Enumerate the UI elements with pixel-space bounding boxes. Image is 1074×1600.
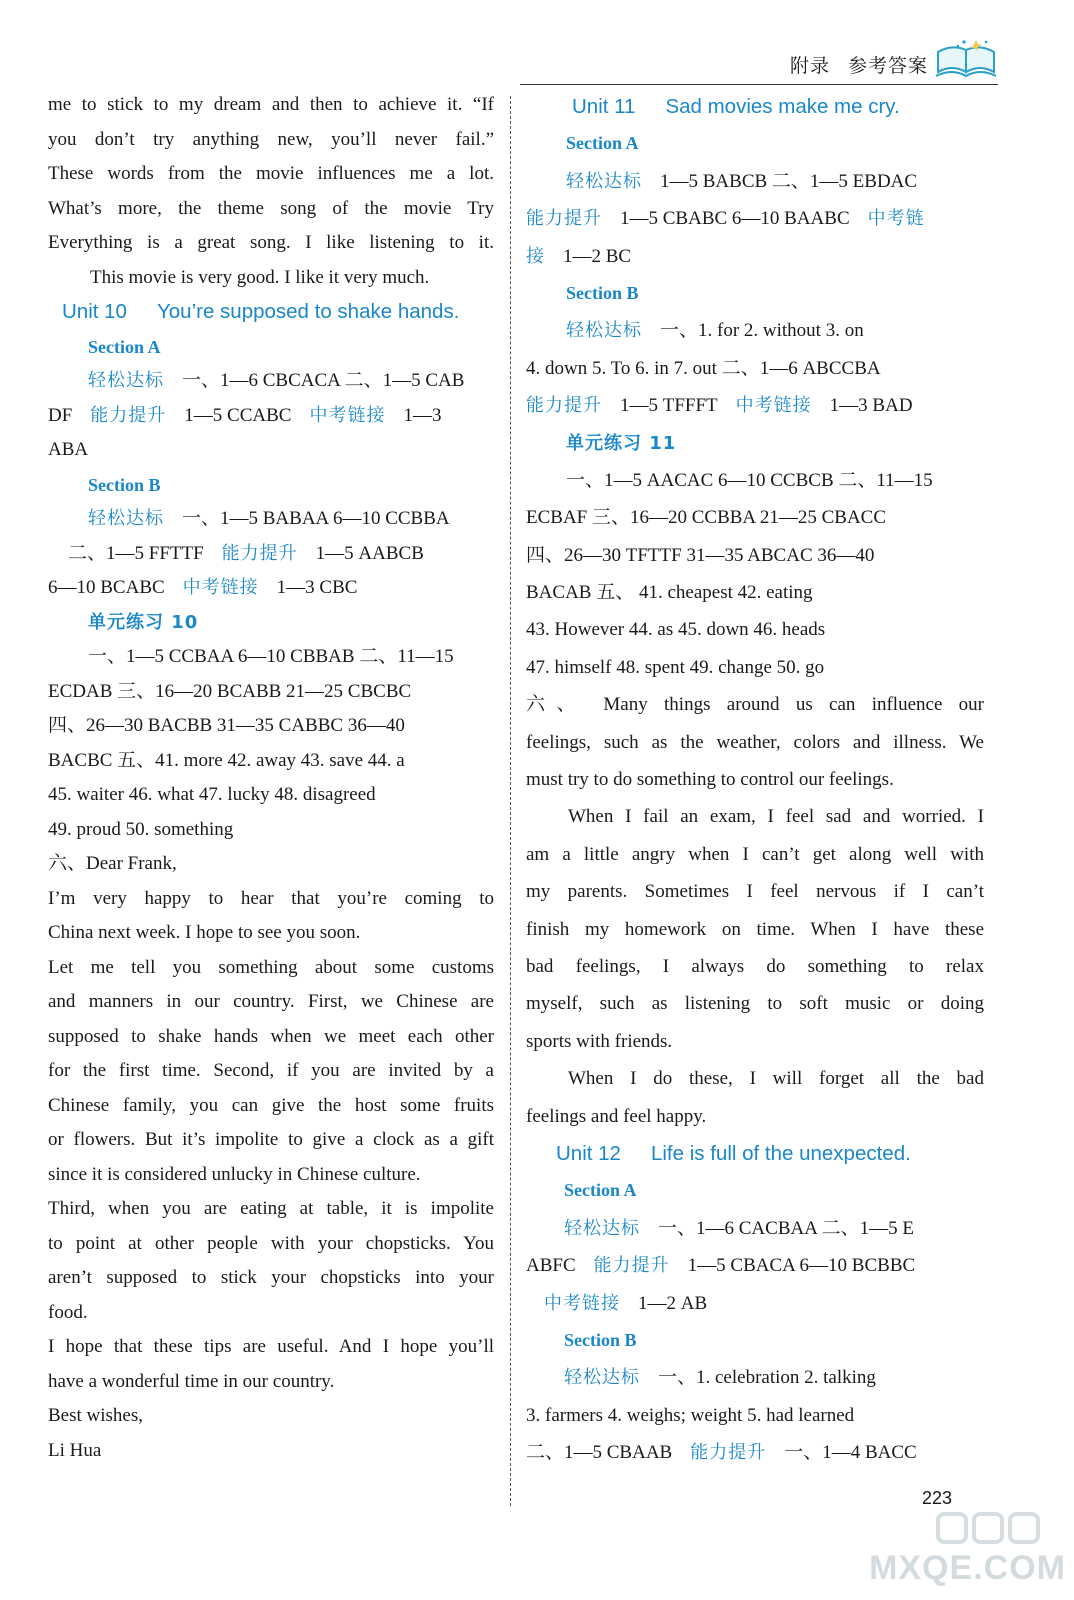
- letter-line: China next week. I hope to see you soon.: [48, 922, 361, 943]
- essay-line: finish my homework on time. When I have these: [526, 918, 984, 940]
- answer-line: [526, 1359, 984, 1396]
- answer-text: 一、1—6 CACBAA 二、1—5 E: [658, 1217, 914, 1239]
- essay-line: you don’t try anything new, you’ll never fail.”: [48, 128, 494, 150]
- letter-line: to point at other people with your chopsticks. You: [48, 1232, 494, 1254]
- answer-line: ECBAF 三、16—20 CCBBA 21—25 CBACC: [526, 507, 887, 529]
- answer-text: 二、1—5 CBAAB: [526, 1442, 673, 1464]
- easy-level-tag: 轻松达标: [564, 1367, 640, 1389]
- answer-text: 1—5 CBACA 6—10 BCBBC: [687, 1255, 916, 1277]
- unit-10-heading: [48, 295, 494, 330]
- essay-line: What’s more, the theme song of the movie Try: [48, 197, 494, 219]
- exam-link-tag: 中考链接: [182, 577, 259, 598]
- letter-line: food.: [48, 1301, 88, 1323]
- section-b-heading: Section B: [564, 1329, 637, 1350]
- section-a-heading: Section A: [566, 133, 639, 154]
- letter-line: Let me tell you something about some customs: [48, 956, 494, 978]
- unit-number: Unit 10: [62, 300, 127, 323]
- unit-title: Sad movies make me cry.: [665, 95, 900, 118]
- page-header: [790, 42, 998, 82]
- essay-line: Everything is a great song. I like listening to it.: [48, 232, 494, 253]
- left-column: [48, 88, 494, 1468]
- answer-line: [526, 387, 984, 424]
- header-rule: [520, 84, 998, 85]
- essay-line: am a little angry when I can’t get along well with: [526, 843, 984, 865]
- essay-line: my parents. Sometimes I feel nervous if I can’t: [526, 881, 984, 903]
- letter-line: Best wishes,: [48, 1405, 143, 1426]
- answer-text: 一、1—5 BABAA 6—10 CCBBA: [182, 508, 450, 529]
- section-a-heading: Section A: [88, 336, 161, 357]
- answer-line: [48, 537, 494, 572]
- watermark: MXQE.COM: [869, 1549, 1066, 1587]
- answer-text: 1—2 AB: [638, 1292, 708, 1314]
- answer-line: BACAB 五、 41. cheapest 42. eating: [526, 582, 813, 604]
- essay-line: When I do these, I will forget all the bad: [568, 1068, 984, 1090]
- answer-line: [526, 200, 984, 237]
- easy-level-tag: 轻松达标: [88, 508, 164, 529]
- section-a-heading: Section A: [564, 1180, 637, 1201]
- answer-text: 1—5 CBABC 6—10 BAABC: [620, 208, 850, 230]
- header-appendix: 附录: [789, 55, 830, 77]
- answer-line: [526, 312, 984, 349]
- answer-line: [526, 238, 984, 275]
- exam-link-tag: 接: [526, 245, 545, 267]
- essay-line: must try to do something to control our feelings.: [526, 769, 894, 791]
- answer-line: [526, 1210, 984, 1247]
- easy-level-tag: 轻松达标: [566, 170, 642, 192]
- answer-text: 1—5 TFFFT: [620, 395, 718, 417]
- answer-line: 一、1—5 AACAC 6—10 CCBCB 二、11—15: [566, 469, 933, 491]
- improve-tag: 能力提升: [90, 404, 167, 426]
- answer-line: 45. waiter 46. what 47. lucky 48. disagreed: [48, 784, 376, 805]
- answer-text: 1—5 BABCB 二、1—5 EBDAC: [660, 170, 918, 192]
- answer-line: [48, 571, 494, 606]
- unit-title: Life is full of the unexpected.: [650, 1141, 911, 1165]
- answer-line: [48, 502, 494, 537]
- letter-line: Third, when you are eating at table, it is impolite: [48, 1198, 494, 1219]
- easy-level-tag: 轻松达标: [564, 1217, 640, 1239]
- unit-number: Unit 12: [556, 1141, 621, 1165]
- answer-line: 3. farmers 4. weighs; weight 5. had learned: [526, 1404, 855, 1426]
- answer-text: 1—3 CBC: [276, 577, 358, 598]
- unit-number: Unit 11: [572, 95, 636, 118]
- answer-text: 1—2 BC: [563, 245, 632, 267]
- essay-line: sports with friends.: [526, 1030, 673, 1052]
- answer-line: 49. proud 50. something: [48, 818, 234, 840]
- answer-line: 四、26—30 BACBB 31—35 CABBC 36—40: [48, 715, 405, 736]
- letter-line: since it is considered unlucky in Chinese culture.: [48, 1163, 421, 1185]
- letter-line: I’m very happy to hear that you’re coming to: [48, 887, 494, 909]
- section-b-heading: Section B: [88, 474, 161, 495]
- answer-text: 二、1—5 FFTTF: [68, 542, 204, 564]
- improve-tag: 能力提升: [690, 1442, 767, 1464]
- open-book-icon: [934, 38, 998, 82]
- improve-tag: 能力提升: [593, 1255, 670, 1277]
- section-b-heading: Section B: [566, 282, 639, 303]
- unit-title: You’re supposed to shake hands.: [156, 300, 460, 323]
- answer-text: 一、1. celebration 2. talking: [658, 1367, 876, 1389]
- answer-text: 1—3 BAD: [829, 395, 913, 417]
- right-column: [526, 88, 984, 1471]
- letter-line: I hope that these tips are useful. And I hope you’ll: [48, 1336, 494, 1357]
- essay-line: me to stick to my dream and then to achieve it. “If: [48, 94, 494, 115]
- answer-line: ECDAB 三、16—20 BCABB 21—25 CBCBC: [48, 680, 412, 702]
- answer-line: [526, 163, 984, 200]
- letter-line: aren’t supposed to stick your chopsticks into your: [48, 1267, 494, 1288]
- answer-text: 6—10 BCABC: [48, 577, 165, 598]
- answer-line: 4. down 5. To 6. in 7. out 二、1—6 ABCCBA: [526, 357, 881, 379]
- essay-line: These words from the movie influences me a lot.: [48, 163, 494, 184]
- watermark-logo-icon: [934, 1508, 1044, 1548]
- page-number: 223: [922, 1488, 953, 1508]
- essay-line: bad feelings, I always do something to relax: [526, 955, 984, 977]
- answer-line: [526, 1247, 984, 1284]
- answer-line: [526, 1285, 984, 1322]
- answer-text: DF: [48, 404, 73, 426]
- letter-line: Chinese family, you can give the host some fruits: [48, 1094, 494, 1116]
- essay-line: feelings and feel happy.: [526, 1105, 707, 1127]
- answer-line: [48, 399, 494, 434]
- answer-text: 一、1—4 BACC: [784, 1442, 917, 1464]
- improve-tag: 能力提升: [526, 208, 602, 230]
- improve-tag: 能力提升: [221, 542, 298, 564]
- answer-line: 四、26—30 TFTTF 31—35 ABCAC 36—40: [526, 544, 875, 566]
- letter-line: have a wonderful time in our country.: [48, 1370, 335, 1392]
- easy-level-tag: 轻松达标: [566, 320, 642, 342]
- unit-11-heading: [526, 88, 984, 125]
- letter-line: and manners in our country. First, we Chinese are: [48, 991, 494, 1012]
- answer-text: 1—5 CCABC: [184, 404, 292, 426]
- letter-line: supposed to shake hands when we meet each other: [48, 1025, 494, 1047]
- header-title: [790, 51, 928, 82]
- answer-text: 1—3: [403, 404, 442, 426]
- answer-line: 43. However 44. as 45. down 46. heads: [526, 619, 826, 641]
- letter-line: 六、Dear Frank,: [48, 853, 177, 874]
- column-divider: [510, 96, 511, 1506]
- answer-line: 一、1—5 CCBAA 6—10 CBBAB 二、11—15: [88, 646, 454, 667]
- answer-line: ABA: [48, 439, 89, 460]
- unit-12-heading: [526, 1135, 984, 1172]
- essay-line: 六、 Many things around us can influence our: [526, 694, 984, 716]
- easy-level-tag: 轻松达标: [88, 370, 164, 391]
- exam-link-tag: 中考链接: [309, 404, 386, 426]
- improve-tag: 能力提升: [526, 395, 602, 417]
- answer-line: BACBC 五、41. more 42. away 43. save 44. a: [48, 749, 405, 771]
- answer-line: 47. himself 48. spent 49. change 50. go: [526, 656, 825, 678]
- exam-link-tag: 中考链: [867, 208, 925, 230]
- exam-link-tag: 中考链接: [544, 1292, 620, 1314]
- essay-line: myself, such as listening to soft music or doing: [526, 993, 984, 1015]
- essay-line: This movie is very good. I like it very much.: [90, 266, 430, 288]
- exam-link-tag: 中考链接: [735, 395, 812, 417]
- letter-line: Li Hua: [48, 1439, 102, 1461]
- unit-practice-heading: 单元练习 11: [566, 432, 677, 454]
- letter-line: for the first time. Second, if you are invited by a: [48, 1060, 494, 1081]
- answer-text: 1—5 AABCB: [315, 542, 424, 564]
- answer-text: 一、1. for 2. without 3. on: [660, 320, 864, 342]
- answer-text: ABFC: [526, 1255, 576, 1277]
- letter-line: or flowers. But it’s impolite to give a clock as a gift: [48, 1129, 494, 1150]
- answer-text: 一、1—6 CBCACA 二、1—5 CAB: [182, 370, 465, 391]
- essay-line: When I fail an exam, I feel sad and worried. I: [568, 806, 984, 828]
- answer-line: [48, 364, 494, 399]
- unit-practice-heading: 单元练习 10: [88, 611, 199, 633]
- essay-line: feelings, such as the weather, colors and illness. We: [526, 731, 984, 753]
- header-answers: 参考答案: [847, 55, 928, 77]
- answer-line: [526, 1434, 984, 1471]
